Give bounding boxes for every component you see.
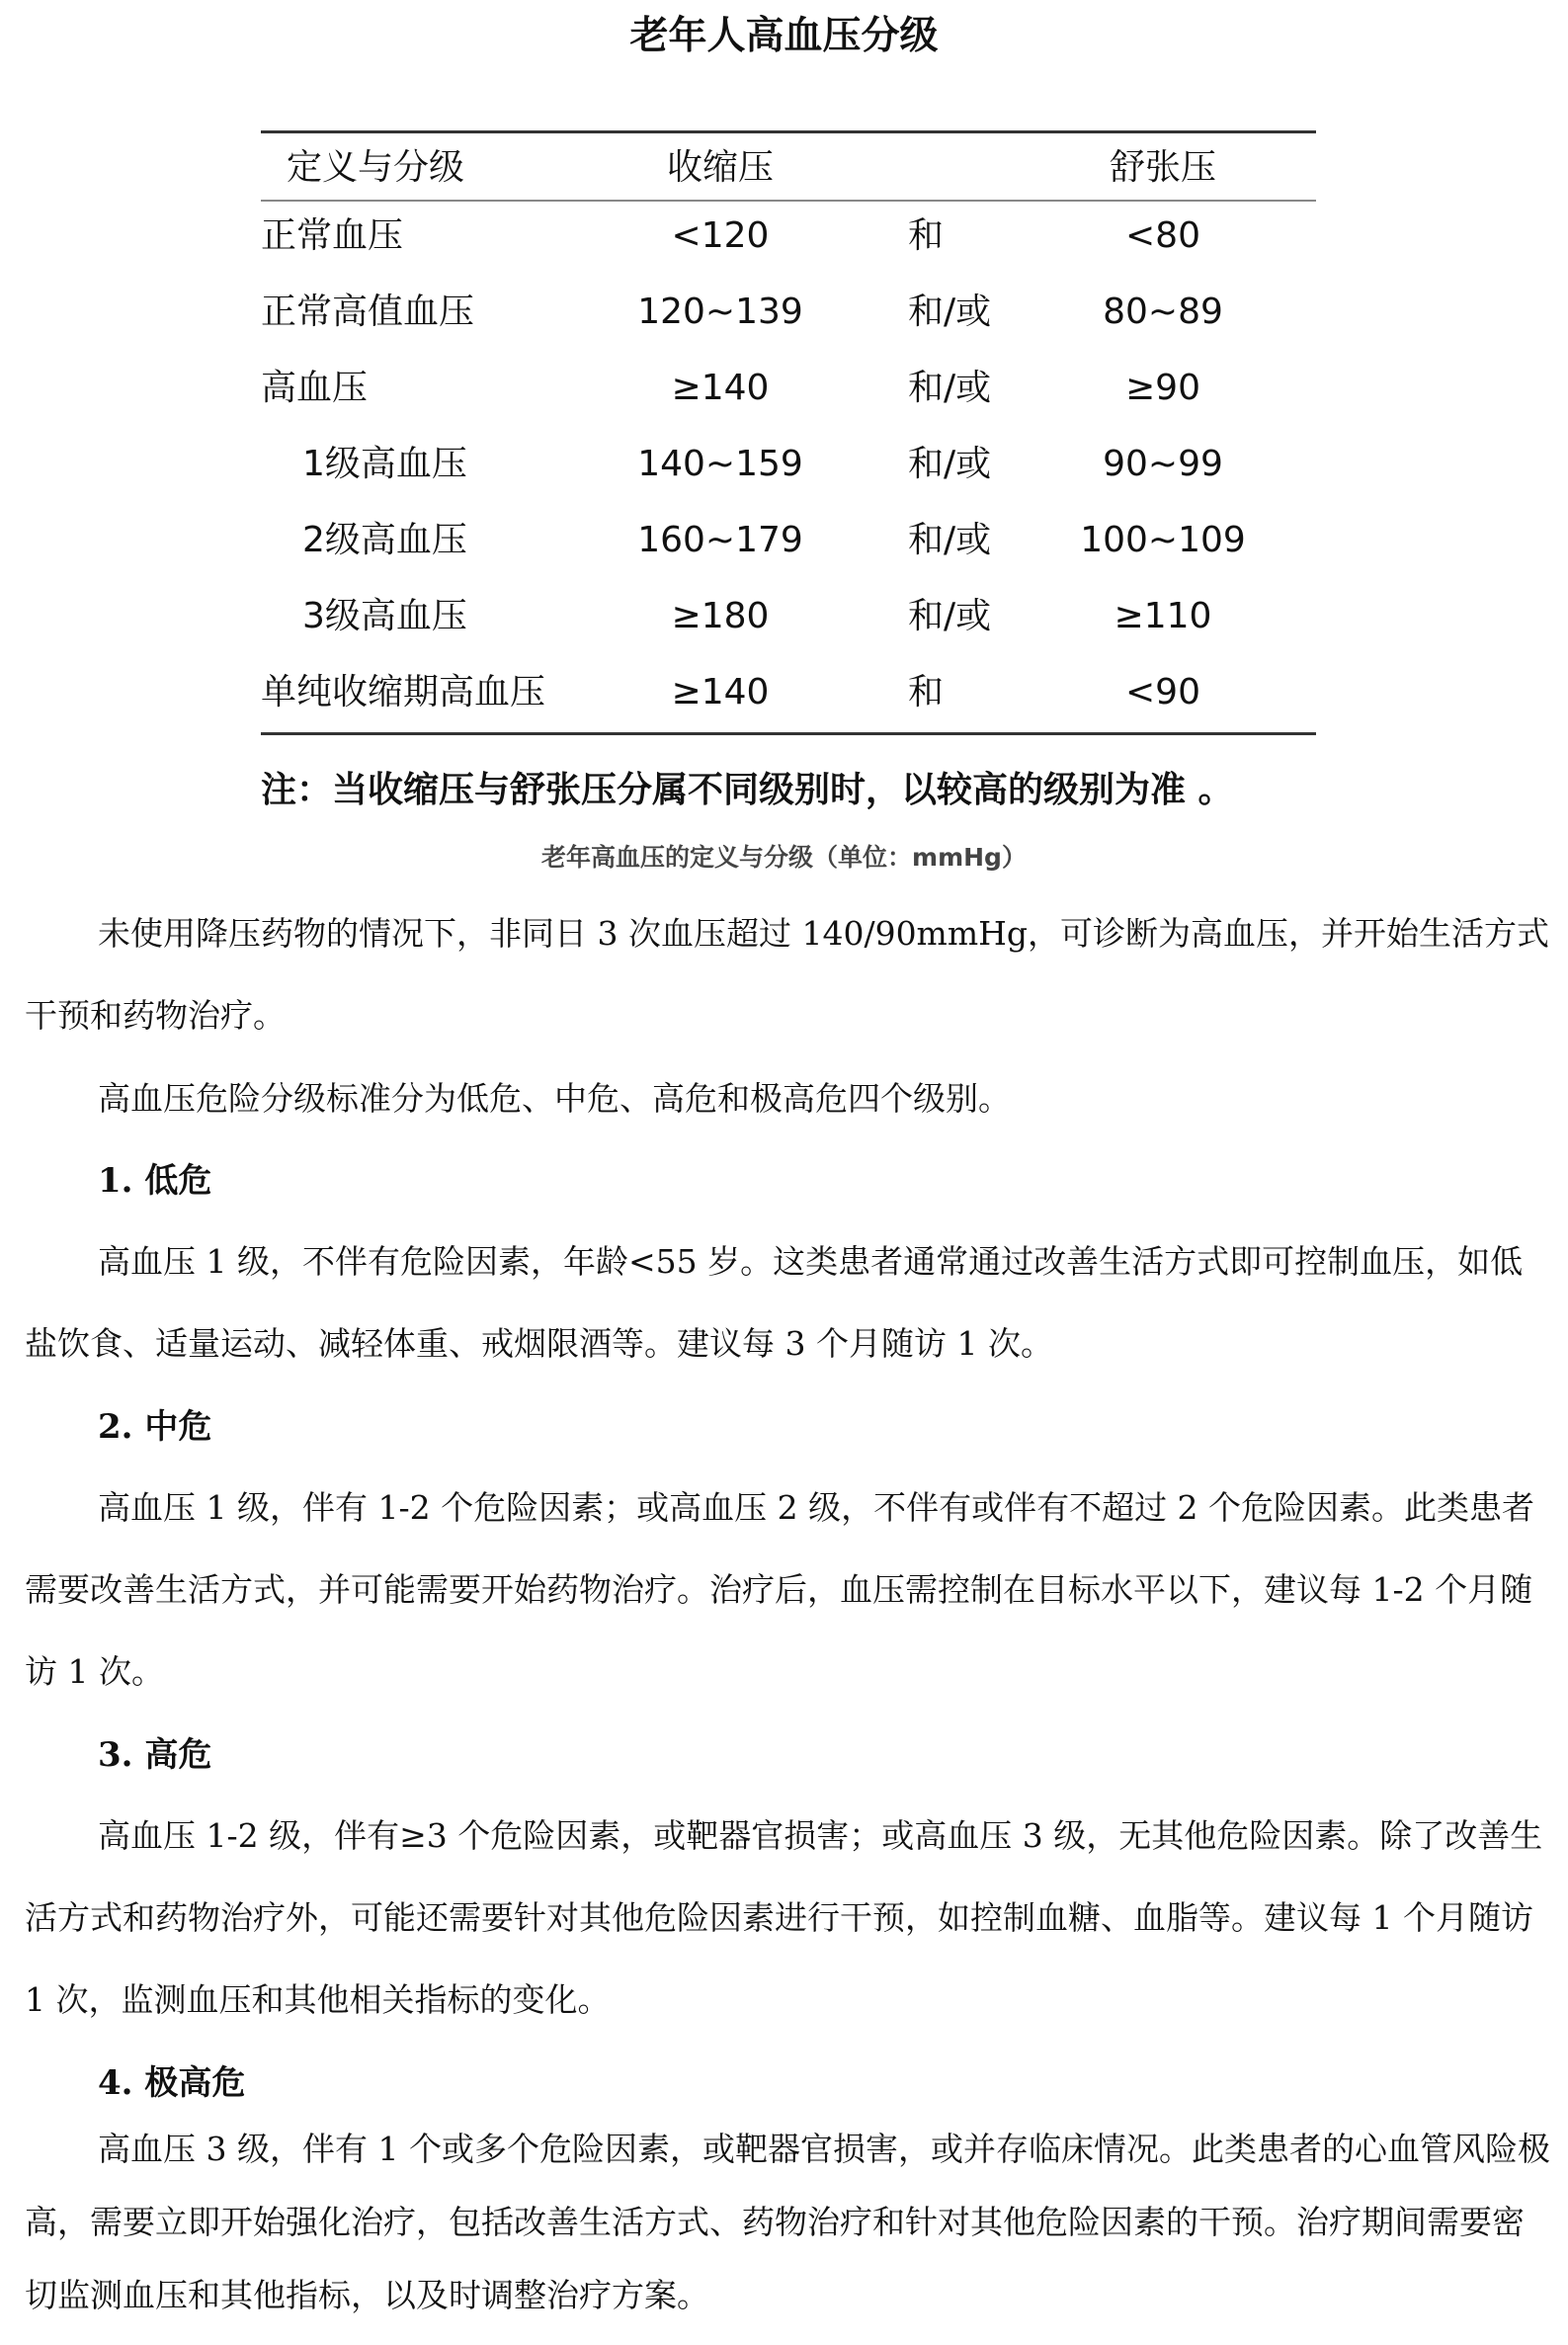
header-definition: 定义与分级 [287, 147, 465, 188]
table-row [261, 354, 1316, 423]
row-systolic: ≥180 [671, 596, 770, 636]
table-header-row [261, 133, 1316, 203]
row-diastolic: ≥90 [1125, 368, 1200, 408]
row-conjunction: 和/或 [908, 520, 992, 560]
heading-high-risk: 3. 高危 [98, 1735, 212, 1775]
table-row [261, 278, 1316, 347]
row-definition: 单纯收缩期高血压 [261, 672, 546, 712]
row-definition: 2级高血压 [302, 520, 467, 560]
row-diastolic: 100~109 [1080, 520, 1246, 560]
row-conjunction: 和/或 [908, 292, 992, 332]
row-conjunction: 和/或 [908, 368, 992, 408]
row-diastolic: <80 [1125, 215, 1200, 256]
paragraph-very-high-risk: 高血压 3 级，伴有 1 个或多个危险因素，或靶器官损害，或并存临床情况。此类患者的心血管风险极高，需要立即开始强化治疗，包括改善生活方式、药物治疗和针对其他危险因素的干预。治疗期间需要密切监测血压和其他指标，以及时调整治疗方案。 [25, 2130, 1550, 2314]
paragraph-medium-risk: 高血压 1 级，伴有 1-2 个危险因素；或高血压 2 级，不伴有或伴有不超过 2 个危险因素。此类患者需要改善生活方式，并可能需要开始药物治疗。治疗后，血压需控制在目标水平以下，建议每 1-2 个月随访 1 次。 [25, 1488, 1535, 1691]
row-diastolic: 80~89 [1103, 292, 1223, 332]
paragraph-risk-levels: 高血压危险分级标准分为低危、中危、高危和极高危四个级别。 [98, 1079, 1011, 1118]
row-definition: 高血压 [261, 368, 369, 408]
page-title: 老年人高血压分级 [629, 13, 939, 58]
heading-very-high-risk: 4. 极高危 [98, 2063, 246, 2103]
row-systolic: ≥140 [671, 672, 770, 712]
paragraph-high-risk: 高血压 1-2 级，伴有≥3 个危险因素，或靶器官损害；或高血压 3 级，无其他危险因素。除了改善生活方式和药物治疗外，可能还需要针对其他危险因素进行干预，如控制血糖、血脂等。建议每 1 个月随访 1 次，监测血压和其他相关指标的变化。 [25, 1816, 1543, 2019]
table-note: 注：当收缩压与舒张压分属不同级别时，以较高的级别为准 。 [261, 770, 1234, 810]
table-row [261, 430, 1316, 499]
paragraph-diagnosis: 未使用降压药物的情况下，非同日 3 次血压超过 140/90mmHg，可诊断为高血压，并开始生活方式干预和药物治疗。 [25, 914, 1550, 1035]
row-conjunction: 和 [908, 672, 945, 712]
table-bottom-rule [261, 732, 1316, 735]
table-row [261, 506, 1316, 575]
row-definition: 正常高值血压 [261, 292, 475, 332]
row-definition: 正常血压 [261, 215, 404, 256]
row-systolic: ≥140 [671, 368, 770, 408]
row-systolic: 140~159 [637, 444, 803, 484]
table-caption: 老年高血压的定义与分级（单位：mmHg） [541, 843, 1027, 872]
heading-medium-risk: 2. 中危 [98, 1407, 212, 1447]
row-diastolic: 90~99 [1103, 444, 1223, 484]
heading-low-risk: 1. 低危 [98, 1161, 212, 1201]
header-diastolic: 舒张压 [1109, 147, 1216, 188]
row-systolic: 160~179 [637, 520, 803, 560]
table-row [261, 202, 1316, 271]
row-conjunction: 和/或 [908, 596, 992, 636]
row-systolic: 120~139 [637, 292, 803, 332]
row-conjunction: 和/或 [908, 444, 992, 484]
row-systolic: <120 [671, 215, 770, 256]
header-systolic: 收缩压 [666, 147, 774, 188]
paragraph-low-risk: 高血压 1 级，不伴有危险因素，年龄<55 岁。这类患者通常通过改善生活方式即可控制血压，如低盐饮食、适量运动、减轻体重、戒烟限酒等。建议每 3 个月随访 1 次。 [25, 1242, 1524, 1363]
row-conjunction: 和 [908, 215, 945, 256]
table-row [261, 582, 1316, 651]
table-row [261, 658, 1316, 727]
row-diastolic: ≥110 [1114, 596, 1212, 636]
row-definition: 3级高血压 [302, 596, 467, 636]
row-definition: 1级高血压 [302, 444, 467, 484]
row-diastolic: <90 [1125, 672, 1200, 712]
